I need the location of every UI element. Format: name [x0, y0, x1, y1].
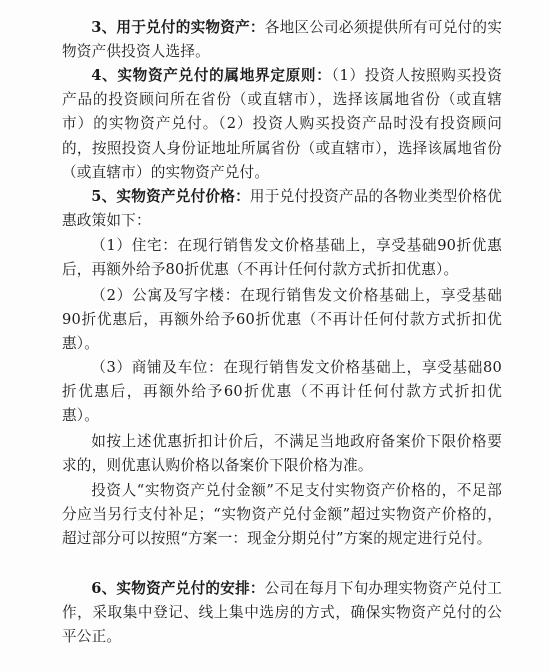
- paragraph-3: [62, 16, 502, 64]
- paragraph-5-2-apartment-office: [62, 284, 502, 357]
- paragraph-4: [62, 64, 502, 185]
- paragraph-text: 公司在每月下旬办理实物资产兑付工作，采取集中登记、线上集中选房的方式，确保实物资产兑付的公平公正。: [62, 580, 503, 646]
- paragraph-text: 投资人“实物资产兑付金额”不足支付实物资产价格的，不足部分应当另行支付补足；“实物资产兑付金额”超过实物资产价格的，超过部分可以按照“方案一：现金分期兑付”方案的规定进行兑付。: [62, 482, 502, 548]
- paragraph-text: （1）住宅：在现行销售发文价格基础上，享受基础90折优惠后，再额外给予80折优惠（不再计任何付款方式折扣优惠）。: [62, 237, 502, 279]
- paragraph-5-3-shop-parking: [62, 356, 502, 429]
- paragraph-5: [62, 185, 502, 233]
- paragraph-text: （2）公寓及写字楼：在现行销售发文价格基础上，享受基础90折优惠后，再额外给予60折优惠（不再计任何付款方式折扣优惠）。: [62, 287, 502, 353]
- paragraph-heading: 5、实物资产兑付价格：: [91, 188, 250, 205]
- paragraph-text: 如按上述优惠折扣计价后，不满足当地政府备案价下限价格要求的，则优惠认购价格以备案价下限价格为准。: [62, 433, 502, 475]
- paragraph-text: （3）商铺及车位：在现行销售发文价格基础上，享受基础80折优惠后，再额外给予60折优惠（不再计任何付款方式折扣优惠）。: [62, 359, 502, 425]
- paragraph-text: 用于兑付投资产品的各物业类型价格优惠政策如下：: [62, 188, 503, 230]
- paragraph-5-1-residential: [62, 234, 502, 282]
- paragraph-heading: 3、用于兑付的实物资产：: [91, 19, 265, 36]
- paragraph-text: 各地区公司必须提供所有可兑付的实物资产供投资人选择。: [62, 19, 503, 61]
- paragraph-text: （1）投资人按照购买投资产品的投资顾问所在省份（或直辖市），选择该属地省份（或直辖市）的实物资产兑付。（2）投资人购买投资产品时没有投资顾问的，按照投资人身份证地址所属省份（或直辖市），选择该属地省份（或直辖市）的实物资产兑付。: [62, 67, 502, 181]
- paragraph-price-floor: [62, 430, 502, 478]
- paragraph-payment-difference: [62, 479, 502, 552]
- paragraph-heading: 6、实物资产兑付的安排：: [91, 580, 265, 597]
- paragraph-6: [62, 577, 502, 650]
- paragraph-heading: 4、实物资产兑付的属地界定原则：: [91, 67, 332, 84]
